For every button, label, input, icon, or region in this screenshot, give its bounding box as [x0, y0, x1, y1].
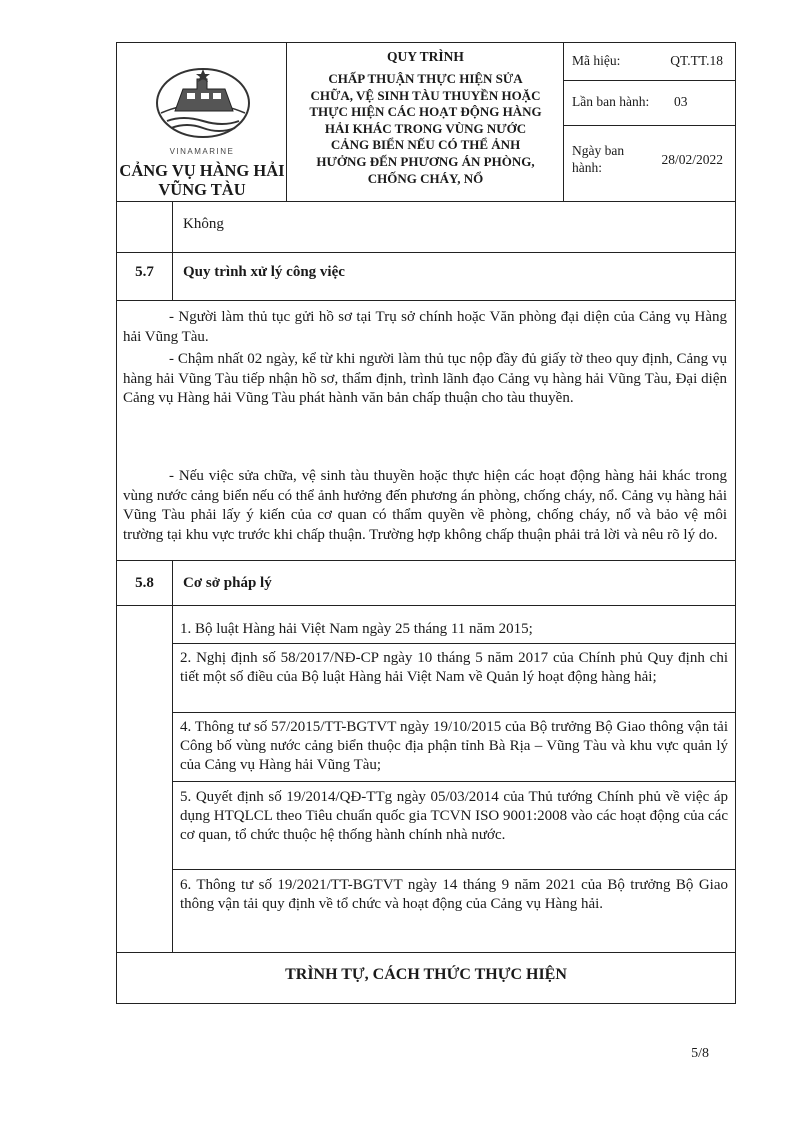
- header-organization-cell: [117, 43, 287, 201]
- section-5-7-title: Quy trình xử lý công việc: [183, 264, 345, 280]
- reference-divider: [172, 643, 735, 644]
- reference-divider: [172, 869, 735, 870]
- content-table: [116, 202, 736, 1004]
- reference-item: 5. Quyết định số 19/2014/QĐ-TTg ngày 05/03/2014 của Thủ tướng Chính phủ về việc áp dụng HTQLCL theo Tiêu chuẩn quốc gia TCVN ISO 9001:2008 vào các hoạt động của các cơ quan, tổ chức thuộc hệ thống hành chính nhà nước.: [180, 789, 728, 843]
- row-divider: [117, 605, 735, 606]
- edition-value: 03: [674, 94, 688, 109]
- row-divider: [117, 560, 735, 561]
- column-divider: [172, 252, 173, 300]
- organization-name-line-1: CẢNG VỤ HÀNG HẢI: [119, 161, 285, 180]
- section-5-7-paragraph-2: - Chậm nhất 02 ngày, kể từ khi người làm thủ tục nộp đầy đủ giấy tờ theo quy định, Cảng vụ hàng hải Vũng Tàu tiếp nhận hồ sơ, thẩm định, trình lãnh đạo Cảng vụ hàng hải Vũng Tàu, Đại diện Cảng vụ Hàng hải Vũng Tàu phát hành văn bản chấp thuận cho tàu thuyền.: [123, 351, 727, 406]
- procedure-name-line: CHỐNG CHÁY, NỔ: [367, 170, 484, 186]
- date-value: 28/02/2022: [661, 152, 723, 167]
- reference-divider: [172, 712, 735, 713]
- date-label-line-1: Ngày ban: [572, 143, 625, 158]
- date-row: [564, 126, 735, 201]
- section-5-8-title: Cơ sở pháp lý: [183, 575, 272, 591]
- date-label: [572, 142, 624, 176]
- reference-item: 6. Thông tư số 19/2021/TT-BGTVT ngày 14 tháng 9 năm 2021 của Bộ trưởng Bộ Giao thông vận tải quy định về tổ chức và hoạt động của Cảng vụ Hàng hải.: [180, 877, 728, 912]
- organization-name-line-2: VŨNG TÀU: [158, 180, 246, 199]
- procedure-name-line: CẢNG BIỂN NẾU CÓ THỂ ẢNH: [330, 137, 521, 153]
- reference-divider: [172, 781, 735, 782]
- reference-item: 1. Bộ luật Hàng hải Việt Nam ngày 25 tháng 11 năm 2015;: [180, 621, 533, 637]
- code-value: QT.TT.18: [670, 53, 723, 68]
- section-5-7-paragraph-1: - Người làm thủ tục gửi hồ sơ tại Trụ sở chính hoặc Văn phòng đại diện của Cảng vụ Hàng hải Vũng Tàu.: [123, 309, 727, 345]
- column-divider: [172, 202, 173, 252]
- row-divider: [117, 252, 735, 253]
- row-divider: [117, 952, 735, 953]
- date-label-line-2: hành:: [572, 160, 602, 175]
- edition-label: Lần ban hành:: [572, 94, 650, 109]
- vinamarine-logo-icon: [153, 65, 253, 143]
- procedure-name-line: CHẤP THUẬN THỰC HIỆN SỬA: [328, 71, 523, 86]
- header-procedure-cell: [287, 43, 564, 201]
- procedure-name-line: HƯỞNG ĐẾN PHƯƠNG ÁN PHÒNG,: [316, 153, 535, 169]
- procedure-name-line: THỰC HIỆN CÁC HOẠT ĐỘNG HÀNG: [309, 104, 542, 120]
- procedure-name-line: CHỮA, VỆ SINH TÀU THUYỀN HOẶC: [310, 87, 541, 103]
- procedure-steps-heading: TRÌNH TỰ, CÁCH THỨC THỰC HIỆN: [285, 966, 567, 983]
- reference-item: 4. Thông tư số 57/2015/TT-BGTVT ngày 19/10/2015 của Bộ trưởng Bộ Giao thông vận tải Công bố vùng nước cảng biển thuộc địa phận tỉnh Bà Rịa – Vũng Tàu và khu vực quản lý của Cảng vụ Hàng hải Vũng Tàu;: [180, 719, 728, 773]
- column-divider: [172, 560, 173, 952]
- procedure-name-line: HẢI KHÁC TRONG VÙNG NƯỚC: [324, 120, 527, 136]
- section-5-7-paragraph-3: - Nếu việc sửa chữa, vệ sinh tàu thuyền hoặc thực hiện các hoạt động hàng hải khác trong vùng nước cảng biển nếu có thể ảnh hưởng đến phương án phòng, chống cháy, nổ. Cảng vụ hàng hải Vũng Tàu phải lấy ý kiến của cơ quan có thẩm quyền về phòng, chống cháy, nổ và bảo vệ môi trường tại khu vực trước khi chấp thuận. Trường hợp không chấp thuận phải trả lời và nêu rõ lý do.: [123, 468, 727, 543]
- section-5-8-number: 5.8: [135, 575, 154, 591]
- row-divider: [117, 300, 735, 301]
- section-5-7-number: 5.7: [135, 264, 154, 280]
- procedure-label: QUY TRÌNH: [387, 49, 464, 64]
- code-row: [564, 43, 735, 81]
- page-number: 5/8: [691, 1046, 709, 1061]
- top-cell-text: Không: [183, 216, 224, 232]
- logo-text: VINAMARINE: [169, 147, 235, 156]
- organization-name: [117, 161, 287, 199]
- procedure-name: [293, 71, 558, 187]
- document-header: [116, 42, 736, 202]
- edition-row: [564, 81, 735, 126]
- reference-item: 2. Nghị định số 58/2017/NĐ-CP ngày 10 tháng 5 năm 2017 của Chính phủ Quy định chi tiết một số điều của Bộ luật Hàng hải Việt Nam về Quản lý hoạt động hàng hải;: [180, 650, 728, 685]
- header-meta-cell: [564, 43, 735, 201]
- code-label: Mã hiệu:: [572, 53, 621, 68]
